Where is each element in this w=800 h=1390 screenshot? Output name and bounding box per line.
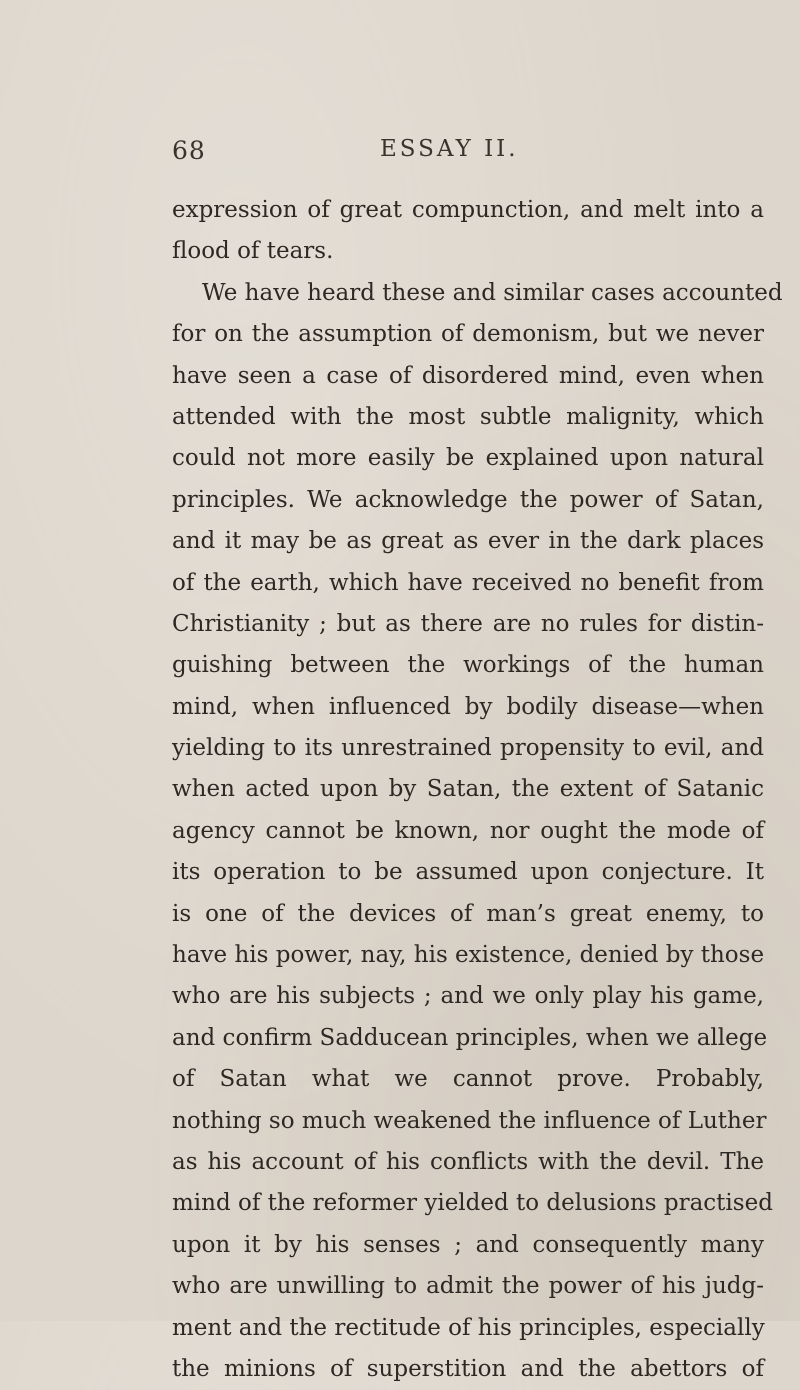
text-line: nothing so much weakened the influence of Luther [172,1107,767,1134]
text-line: agency cannot be known, nor ought the mode of [172,817,764,844]
text-line: guishing between the workings of the human [172,652,764,679]
text-line: upon it by his senses ; and consequently many [172,1231,764,1258]
page-number: 68 [172,136,206,165]
text-line: is one of the devices of man’s great enemy, to [172,900,764,927]
text-line: We have heard these and similar cases accounted [202,279,783,306]
body-text [172,190,783,1390]
text-line: mind of the reformer yielded to delusions practised [172,1190,773,1217]
text-line: of the earth, which have received no benefit from [172,569,764,596]
running-title: ESSAY II. [380,136,519,162]
text-line: principles. We acknowledge the power of Satan, [172,486,764,513]
text-line: attended with the most subtle malignity, which [172,403,764,430]
text-line: mind, when influenced by bodily disease—when [172,693,764,720]
text-line: the minions of superstition and the abettors of [172,1355,764,1382]
text-line: who are his subjects ; and we only play his game, [172,983,764,1010]
text-line: of Satan what we cannot prove. Probably, [172,1066,764,1093]
text-line: have his power, nay, his existence, denied by those [172,942,765,969]
text-line: expression of great compunction, and melt into a [172,197,764,223]
running-head [172,136,752,172]
text-line: flood of tears. [172,238,334,265]
text-line: as his account of his conflicts with the devil. The [172,1148,764,1175]
text-line: who are unwilling to admit the power of his judg- [172,1273,764,1300]
text-line: have seen a case of disordered mind, even when [172,362,764,389]
text-line: Christianity ; but as there are no rules for distin- [172,610,764,637]
text-line: when acted upon by Satan, the extent of Satanic [172,776,764,803]
text-line: yielding to its unrestrained propensity to evil, and [172,735,764,762]
text-line: its operation to be assumed upon conjecture. It [172,859,764,886]
text-line: and it may be as great as ever in the dark places [172,528,764,555]
text-line: could not more easily be explained upon natural [172,445,764,472]
text-line: and confirm Sadducean principles, when we allege [172,1024,768,1051]
text-line: for on the assumption of demonism, but we never [172,321,764,348]
text-line: ment and the rectitude of his principles, especially [172,1314,765,1341]
